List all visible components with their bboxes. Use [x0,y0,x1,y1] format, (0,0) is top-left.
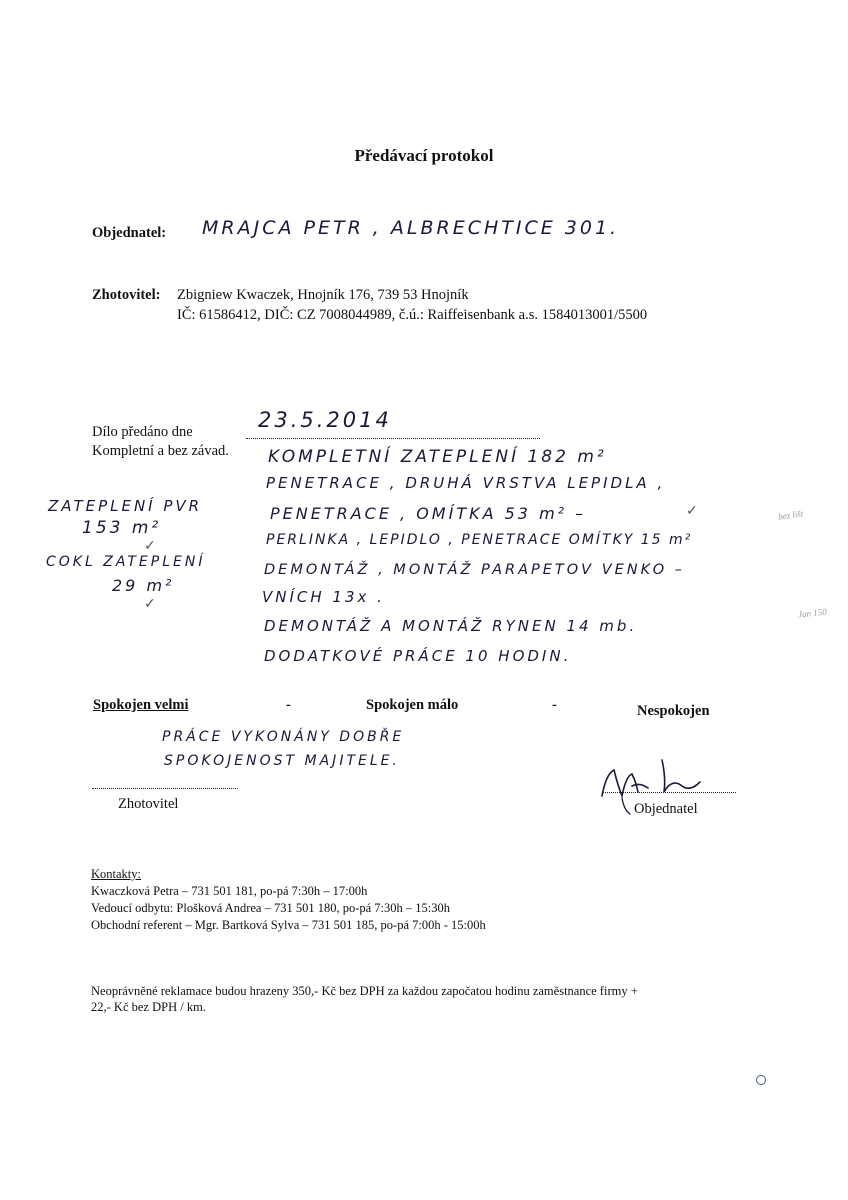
left-note-line-3: COKL ZATEPLENÍ [46,554,206,570]
work-line-7: DEMONTÁŽ A MONTÁŽ RYNEN 14 mb. [264,617,638,635]
rating-separator-2: - [552,697,557,713]
footer-line-1: Neoprávněné reklamace budou hrazeny 350,- Kč bez DPH za každou započatou hodinu zaměstnance firmy + [91,984,638,998]
left-note-line-4: 29 m² [112,576,175,595]
kontakt-line-3: Obchodní referent – Mgr. Bartková Sylva – 731 501 185, po-pá 7:00h - 15:00h [91,918,486,932]
left-note-line-2: 153 m² [82,518,162,538]
check-mark-2: ✓ [144,539,156,554]
objednatel-signature-label: Objednatel [634,801,698,817]
check-mark-1: ✓ [686,504,698,519]
pencil-note-2: Jan 150 [797,606,828,620]
objednatel-signature-line [602,780,736,793]
kontakty-heading: Kontakty: [91,867,141,881]
comment-line-2: SPOKOJENOST MAJITELE. [164,753,400,769]
rating-spokojen-malo[interactable]: Spokojen málo [366,697,459,713]
kontakt-line-1: Kwaczková Petra – 731 501 181, po-pá 7:30h – 17:00h [91,884,368,898]
work-line-1: KOMPLETNÍ ZATEPLENÍ 182 m² [268,447,607,467]
handover-date: 23.5.2014 [258,408,392,432]
rating-spokojen-velmi-label: Spokojen velmi [93,697,189,713]
zhotovitel-address: Zbigniew Kwaczek, Hnojník 176, 739 53 Hnojník [177,287,469,303]
zhotovitel-ids: IČ: 61586412, DIČ: CZ 7008044989, č.ú.: Raiffeisenbank a.s. 1584013001/5500 [177,307,648,323]
work-line-8: DODATKOVÉ PRÁCE 10 HODIN. [264,647,572,665]
footer-line-2: 22,- Kč bez DPH / km. [91,1000,206,1014]
kontakt-line-2: Vedoucí odbytu: Plošková Andrea – 731 501 180, po-pá 7:30h – 15:30h [91,901,450,915]
zhotovitel-signature-label: Zhotovitel [118,796,179,812]
left-note-line-1: ZATEPLENÍ PVR [48,497,203,515]
work-line-3: PENETRACE , OMÍTKA 53 m² – [270,504,587,523]
work-line-2: PENETRACE , DRUHÁ VRSTVA LEPIDLA , [266,474,666,492]
zhotovitel-label: Zhotovitel: [92,287,161,303]
comment-line-1: PRÁCE VYKONÁNY DOBŘE [162,729,405,745]
work-line-5: DEMONTÁŽ , MONTÁŽ PARAPETOV VENKO – [264,562,686,578]
check-mark-3: ✓ [144,597,156,612]
zhotovitel-signature-line [92,776,238,789]
objednatel-value: MRAJCA PETR , ALBRECHTICE 301. [202,217,620,239]
kompletni-label: Kompletní a bez závad. [92,443,229,459]
dilo-predano-label: Dílo předáno dne [92,424,193,440]
rating-spokojen-velmi[interactable] [93,697,188,714]
rating-separator-1: - [286,697,291,713]
pencil-note-1: bez lišt [777,508,804,522]
rating-nespokojen[interactable]: Nespokojen [637,703,710,719]
stray-pen-mark [756,1075,766,1085]
page-title: Předávací protokol [354,146,494,165]
work-line-4: PERLINKA , LEPIDLO , PENETRACE OMÍTKY 15 m² [266,532,693,548]
work-line-6: VNÍCH 13x . [262,588,385,606]
objednatel-label: Objednatel: [92,225,167,241]
